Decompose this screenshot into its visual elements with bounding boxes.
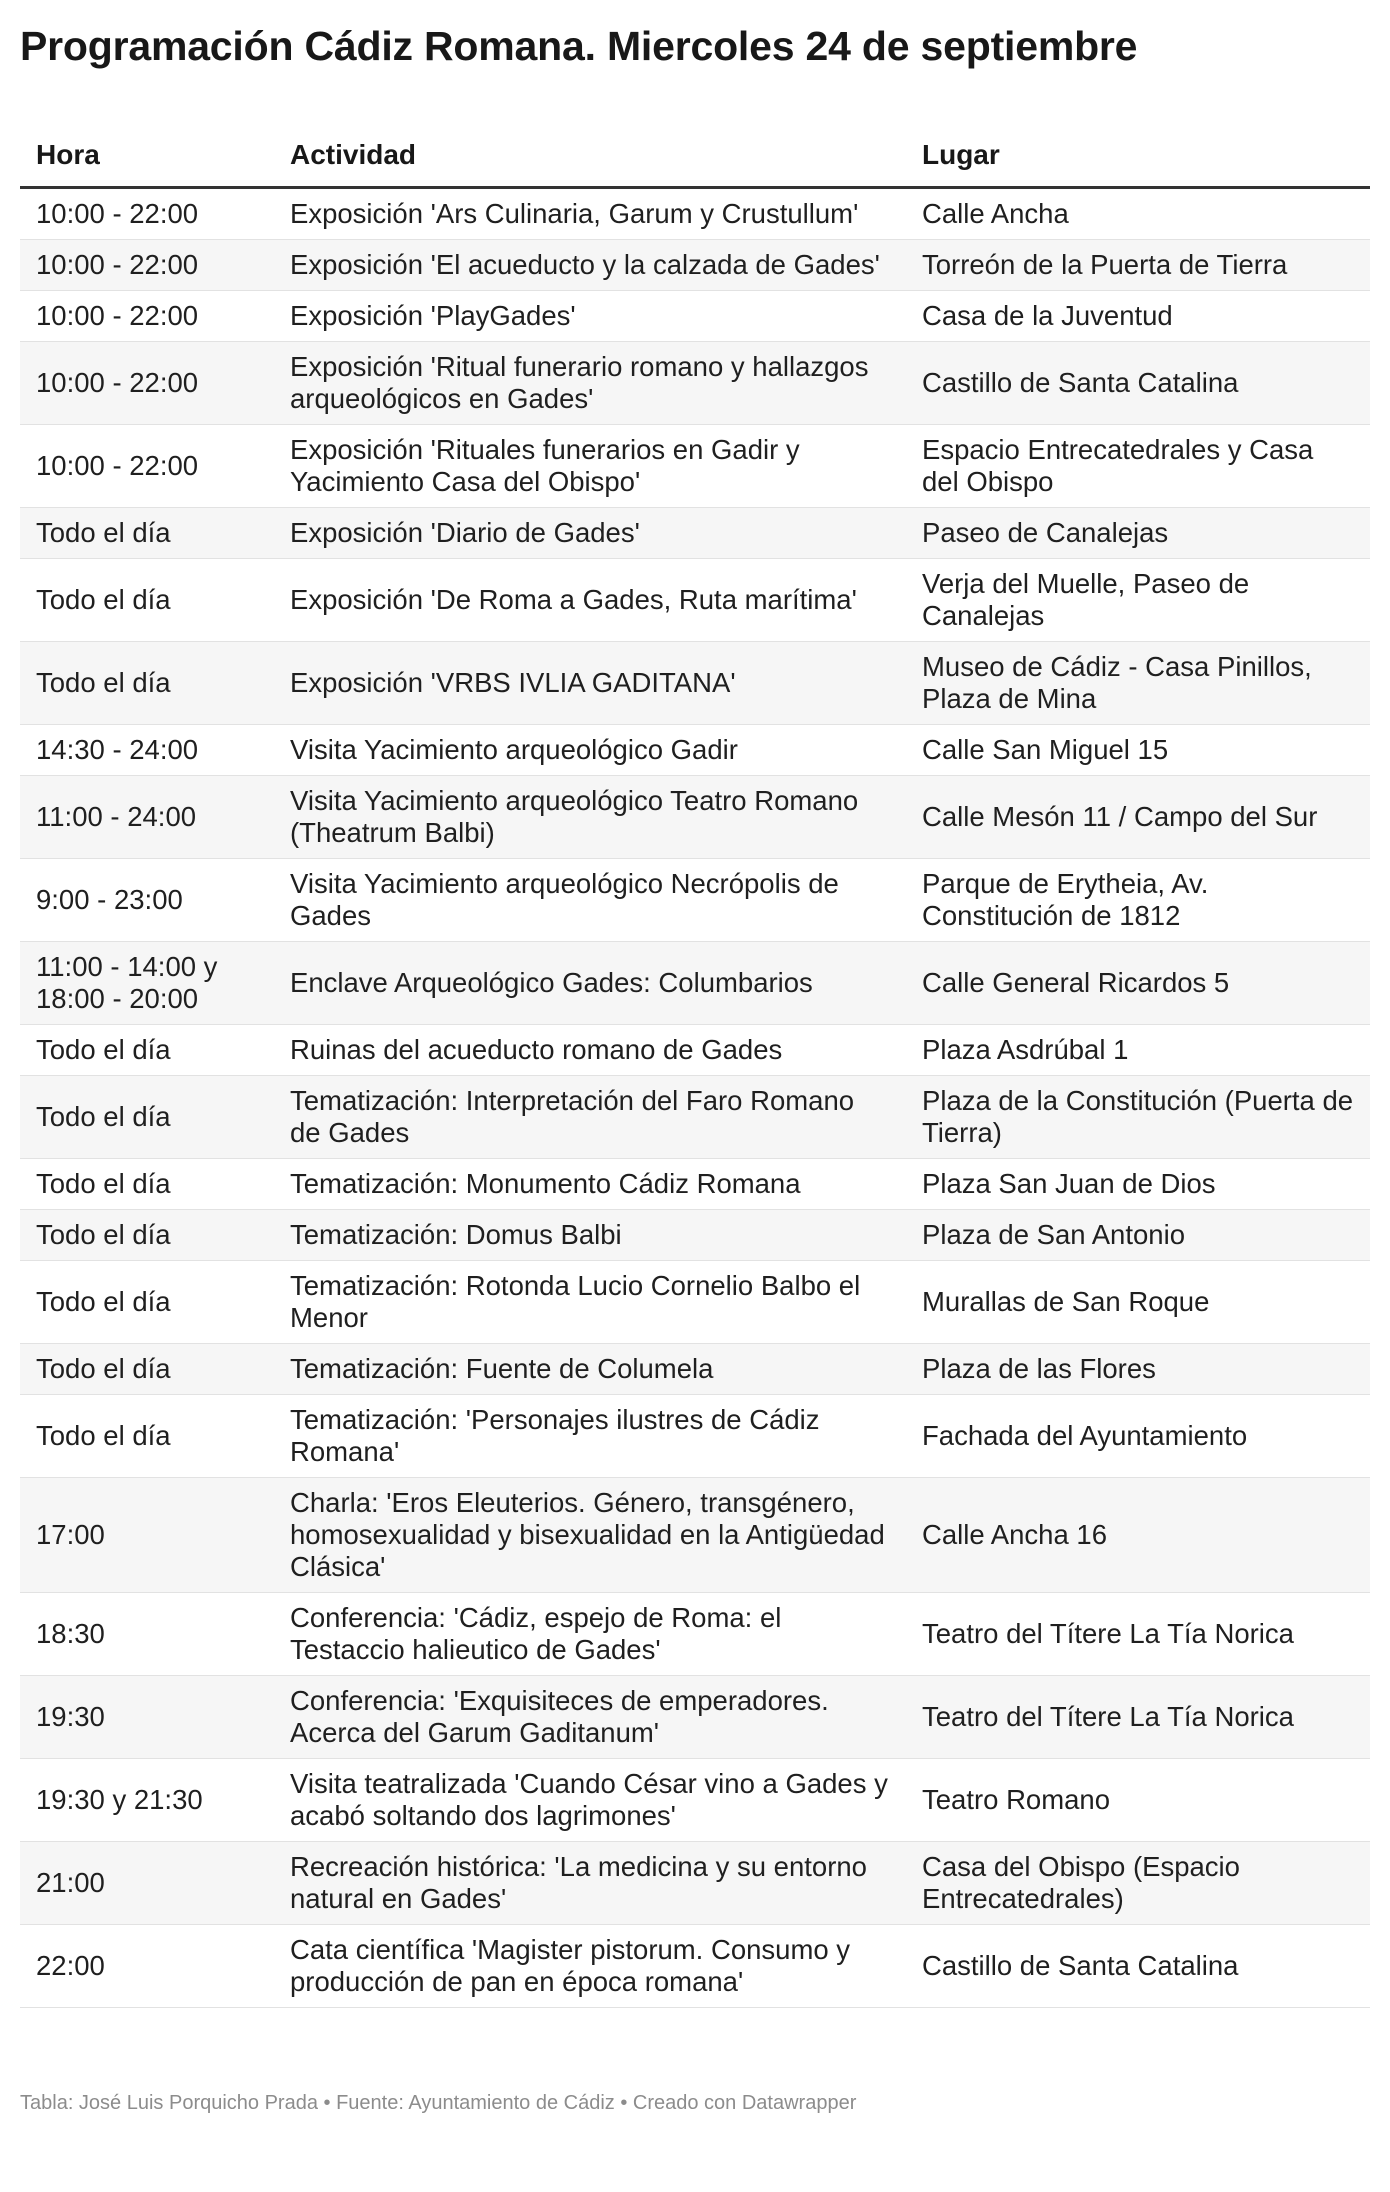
cell-actividad: Tematización: Monumento Cádiz Romana: [274, 1159, 906, 1210]
column-header-lugar[interactable]: Lugar: [906, 124, 1370, 188]
cell-actividad: Exposición 'Ars Culinaria, Garum y Crustullum': [274, 188, 906, 240]
table-row: [20, 642, 1370, 725]
cell-hora: 14:30 - 24:00: [20, 725, 274, 776]
cell-hora: Todo el día: [20, 1159, 274, 1210]
cell-actividad: Visita Yacimiento arqueológico Necrópolis de Gades: [274, 859, 906, 942]
table-row: [20, 942, 1370, 1025]
table-row: [20, 1759, 1370, 1842]
cell-lugar: Teatro Romano: [906, 1759, 1370, 1842]
cell-lugar: Casa de la Juventud: [906, 291, 1370, 342]
table-row: [20, 1344, 1370, 1395]
cell-hora: 10:00 - 22:00: [20, 291, 274, 342]
table-row: [20, 291, 1370, 342]
cell-lugar: Calle General Ricardos 5: [906, 942, 1370, 1025]
cell-lugar: Museo de Cádiz - Casa Pinillos, Plaza de Mina: [906, 642, 1370, 725]
schedule-table: [20, 124, 1370, 2008]
cell-actividad: Tematización: Fuente de Columela: [274, 1344, 906, 1395]
cell-actividad: Tematización: Rotonda Lucio Cornelio Balbo el Menor: [274, 1261, 906, 1344]
cell-actividad: Recreación histórica: 'La medicina y su entorno natural en Gades': [274, 1842, 906, 1925]
cell-actividad: Exposición 'Ritual funerario romano y hallazgos arqueológicos en Gades': [274, 342, 906, 425]
cell-hora: Todo el día: [20, 1076, 274, 1159]
cell-hora: 9:00 - 23:00: [20, 859, 274, 942]
cell-lugar: Plaza de la Constitución (Puerta de Tierra): [906, 1076, 1370, 1159]
cell-hora: 18:30: [20, 1593, 274, 1676]
cell-actividad: Visita teatralizada 'Cuando César vino a Gades y acabó soltando dos lagrimones': [274, 1759, 906, 1842]
cell-lugar: Verja del Muelle, Paseo de Canalejas: [906, 559, 1370, 642]
cell-lugar: Plaza San Juan de Dios: [906, 1159, 1370, 1210]
cell-hora: Todo el día: [20, 642, 274, 725]
table-row: [20, 240, 1370, 291]
cell-actividad: Ruinas del acueducto romano de Gades: [274, 1025, 906, 1076]
table-row: [20, 425, 1370, 508]
cell-lugar: Plaza de las Flores: [906, 1344, 1370, 1395]
table-row: [20, 1076, 1370, 1159]
cell-lugar: Parque de Erytheia, Av. Constitución de 1812: [906, 859, 1370, 942]
cell-lugar: Plaza Asdrúbal 1: [906, 1025, 1370, 1076]
cell-hora: 19:30 y 21:30: [20, 1759, 274, 1842]
table-header: [20, 124, 1370, 188]
cell-lugar: Casa del Obispo (Espacio Entrecatedrales): [906, 1842, 1370, 1925]
cell-actividad: Exposición 'PlayGades': [274, 291, 906, 342]
table-row: [20, 188, 1370, 240]
table-row: [20, 1261, 1370, 1344]
cell-lugar: Espacio Entrecatedrales y Casa del Obispo: [906, 425, 1370, 508]
cell-hora: 10:00 - 22:00: [20, 425, 274, 508]
cell-hora: 11:00 - 14:00 y 18:00 - 20:00: [20, 942, 274, 1025]
cell-hora: 19:30: [20, 1676, 274, 1759]
table-row: [20, 1159, 1370, 1210]
cell-actividad: Conferencia: 'Cádiz, espejo de Roma: el Testaccio halieutico de Gades': [274, 1593, 906, 1676]
cell-lugar: Calle Ancha 16: [906, 1478, 1370, 1593]
cell-lugar: Teatro del Títere La Tía Norica: [906, 1676, 1370, 1759]
cell-lugar: Calle Mesón 11 / Campo del Sur: [906, 776, 1370, 859]
cell-actividad: Visita Yacimiento arqueológico Gadir: [274, 725, 906, 776]
table-row: [20, 1210, 1370, 1261]
table-row: [20, 1593, 1370, 1676]
cell-hora: Todo el día: [20, 559, 274, 642]
cell-lugar: Castillo de Santa Catalina: [906, 342, 1370, 425]
cell-lugar: Teatro del Títere La Tía Norica: [906, 1593, 1370, 1676]
cell-actividad: Conferencia: 'Exquisiteces de emperadores. Acerca del Garum Gaditanum': [274, 1676, 906, 1759]
cell-hora: Todo el día: [20, 508, 274, 559]
table-row: [20, 725, 1370, 776]
cell-lugar: Castillo de Santa Catalina: [906, 1925, 1370, 2008]
cell-actividad: Enclave Arqueológico Gades: Columbarios: [274, 942, 906, 1025]
table-row: [20, 776, 1370, 859]
cell-hora: 10:00 - 22:00: [20, 240, 274, 291]
cell-actividad: Tematización: Domus Balbi: [274, 1210, 906, 1261]
column-header-hora[interactable]: Hora: [20, 124, 274, 188]
cell-hora: 22:00: [20, 1925, 274, 2008]
cell-actividad: Exposición 'El acueducto y la calzada de Gades': [274, 240, 906, 291]
page-title: Programación Cádiz Romana. Miercoles 24 de septiembre: [20, 23, 1138, 69]
cell-lugar: Paseo de Canalejas: [906, 508, 1370, 559]
cell-lugar: Plaza de San Antonio: [906, 1210, 1370, 1261]
table-row: [20, 1478, 1370, 1593]
header-row: [20, 124, 1370, 188]
cell-hora: 11:00 - 24:00: [20, 776, 274, 859]
cell-actividad: Visita Yacimiento arqueológico Teatro Romano (Theatrum Balbi): [274, 776, 906, 859]
cell-actividad: Exposición 'Diario de Gades': [274, 508, 906, 559]
cell-lugar: Fachada del Ayuntamiento: [906, 1395, 1370, 1478]
cell-hora: 10:00 - 22:00: [20, 342, 274, 425]
column-header-actividad[interactable]: Actividad: [274, 124, 906, 188]
cell-hora: Todo el día: [20, 1261, 274, 1344]
table-row: [20, 1842, 1370, 1925]
source-footer: Tabla: José Luis Porquicho Prada • Fuente: Ayuntamiento de Cádiz • Creado con Datawrapper: [20, 2092, 857, 2114]
cell-hora: Todo el día: [20, 1210, 274, 1261]
cell-lugar: Murallas de San Roque: [906, 1261, 1370, 1344]
table-row: [20, 508, 1370, 559]
cell-hora: 10:00 - 22:00: [20, 188, 274, 240]
table-row: [20, 1925, 1370, 2008]
table-row: [20, 342, 1370, 425]
cell-actividad: Exposición 'De Roma a Gades, Ruta marítima': [274, 559, 906, 642]
table-body: [20, 188, 1370, 2008]
table-row: [20, 1025, 1370, 1076]
cell-hora: Todo el día: [20, 1025, 274, 1076]
cell-actividad: Exposición 'VRBS IVLIA GADITANA': [274, 642, 906, 725]
cell-lugar: Calle Ancha: [906, 188, 1370, 240]
table-row: [20, 1395, 1370, 1478]
cell-hora: 17:00: [20, 1478, 274, 1593]
cell-actividad: Tematización: Interpretación del Faro Romano de Gades: [274, 1076, 906, 1159]
table-row: [20, 859, 1370, 942]
cell-actividad: Tematización: 'Personajes ilustres de Cádiz Romana': [274, 1395, 906, 1478]
table-row: [20, 559, 1370, 642]
cell-lugar: Torreón de la Puerta de Tierra: [906, 240, 1370, 291]
cell-hora: 21:00: [20, 1842, 274, 1925]
table-row: [20, 1676, 1370, 1759]
cell-hora: Todo el día: [20, 1344, 274, 1395]
cell-hora: Todo el día: [20, 1395, 274, 1478]
cell-actividad: Charla: 'Eros Eleuterios. Género, transgénero, homosexualidad y bisexualidad en la Antigüedad Clásica': [274, 1478, 906, 1593]
cell-lugar: Calle San Miguel 15: [906, 725, 1370, 776]
cell-actividad: Exposición 'Rituales funerarios en Gadir y Yacimiento Casa del Obispo': [274, 425, 906, 508]
cell-actividad: Cata científica 'Magister pistorum. Consumo y producción de pan en época romana': [274, 1925, 906, 2008]
